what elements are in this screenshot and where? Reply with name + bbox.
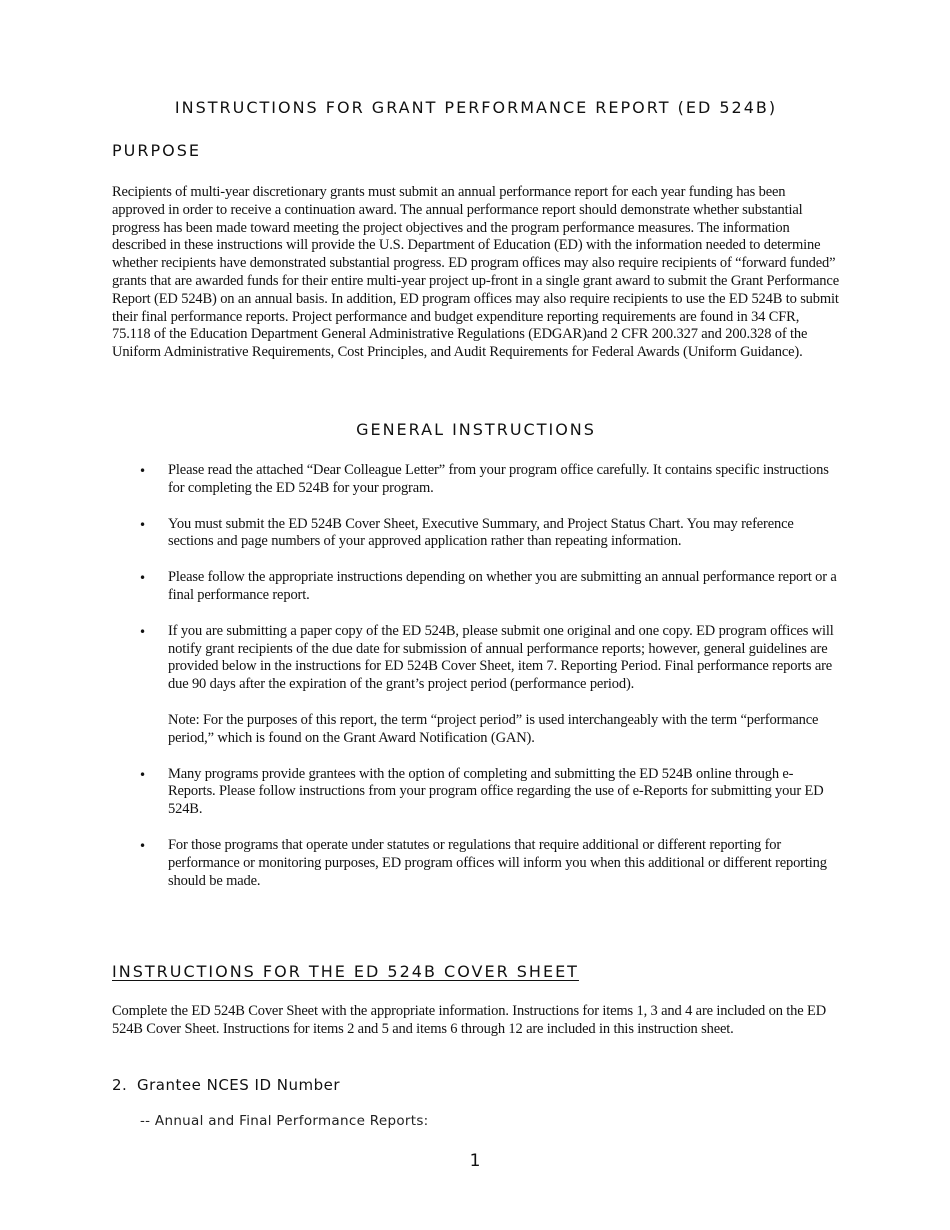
document-title: INSTRUCTIONS FOR GRANT PERFORMANCE REPORT (ED 524B) [174, 98, 778, 117]
list-item-note: Note: For the purposes of this report, the term “project period” is used interchangeably with the term “performance period,” which is found on the Grant Award Notification (GAN). [168, 711, 819, 746]
bullet-icon: • [139, 517, 147, 532]
list-item [112, 516, 840, 552]
cover-sheet-paragraph: Complete the ED 524B Cover Sheet with the appropriate information. Instructions for items 1, 3 and 4 are included on the ED 524B Cover Sheet. Instructions for items 2 and 5 and items 6 through 12 are included in this instruction sheet. [112, 1003, 827, 1037]
sub-item-heading: -- Annual and Final Performance Reports: [140, 1113, 429, 1129]
item-number: 2. [112, 1076, 128, 1094]
item-2-heading [112, 1076, 340, 1094]
purpose-paragraph: Recipients of multi-year discretionary grants must submit an annual performance report for each year funding has been approved in order to receive a continuation award. The annual performance report should demonstrate whether substantial progress has been made toward meeting the project objectives and the program performance measures. The information described in these instructions will provide the U.S. Department of Education (ED) with the information needed to determine whether recipients have demonstrated substantial progress. ED program offices may also require recipients of “forward funded” grants that are awarded funds for their entire multi-year project up-front in a single grant award to submit the Grant Performance Report (ED 524B) on an annual basis. In addition, ED program offices may also require recipients to use the ED 524B to submit their final performance reports. Project performance and budget expenditure reporting requirements are found in 34 CFR, 75.118 of the Education Department General Administrative Regulations (EDGAR)and 2 CFR 200.327 and 200.328 of the Uniform Administrative Requirements, Cost Principles, and Audit Requirements for Federal Awards (Uniform Guidance). [112, 184, 839, 361]
list-item-text: If you are submitting a paper copy of the ED 524B, please submit one original and one copy. ED program offices will notify grant recipients of the due date for submission of annual performance reports; however, general guidelines are provided below in the instructions for ED 524B Cover Sheet, item 7. Reporting Period. Final performance reports are due 90 days after the expiration of the grant’s project period (performance period). [168, 622, 834, 693]
list-item-text: Please read the attached “Dear Colleague Letter” from your program office carefully. It contains specific instructions for completing the ED 524B for your program. [168, 462, 829, 496]
bullet-icon: • [139, 571, 147, 586]
bullet-icon: • [139, 838, 147, 853]
list-item-text: For those programs that operate under statutes or regulations that require additional or different reporting for performance or monitoring purposes, ED program offices will inform you when this additional or different reporting should be made. [168, 836, 827, 889]
list-item-text: Please follow the appropriate instructions depending on whether you are submitting an annual performance report or a final performance report. [168, 569, 837, 603]
list-item [112, 569, 840, 605]
list-item [112, 766, 840, 819]
list-item [112, 623, 840, 748]
item-label: Grantee NCES ID Number [137, 1076, 341, 1094]
general-instructions-heading: GENERAL INSTRUCTIONS [356, 420, 596, 439]
purpose-heading: PURPOSE [112, 141, 201, 160]
list-item [112, 462, 840, 498]
list-item-text: You must submit the ED 524B Cover Sheet, Executive Summary, and Project Status Chart. You may reference sections and page numbers of your approved application rather than repeating information. [168, 515, 794, 550]
cover-sheet-heading: INSTRUCTIONS FOR THE ED 524B COVER SHEET [112, 962, 579, 981]
list-item-text: Many programs provide grantees with the option of completing and submitting the ED 524B online through e-Reports. Please follow instructions from your program office regarding the use of e-Reports for submitting your ED 524B. [168, 765, 824, 818]
page-number: 1 [469, 1151, 481, 1171]
bullet-icon: • [139, 464, 147, 478]
list-item [112, 837, 840, 890]
bullet-icon: • [139, 624, 147, 639]
bullet-icon: • [139, 767, 147, 782]
general-instructions-list [112, 462, 840, 890]
